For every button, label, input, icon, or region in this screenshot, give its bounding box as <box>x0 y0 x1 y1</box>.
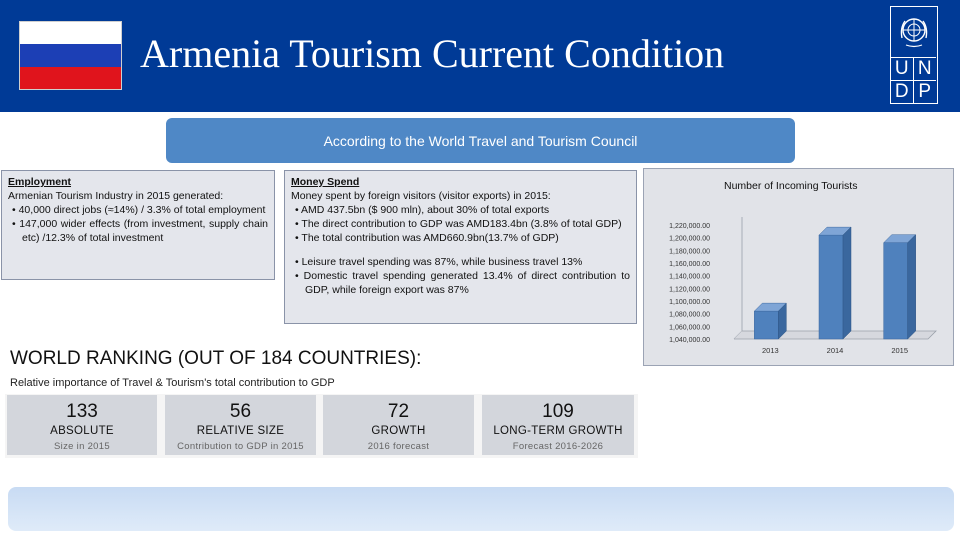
ranking-label: ABSOLUTE <box>50 425 114 437</box>
undp-letter-p: P <box>914 80 937 103</box>
undp-logo <box>890 6 938 104</box>
undp-letter-d: D <box>891 80 914 103</box>
x-tick-label: 2014 <box>826 346 844 355</box>
list-item: • The total contribution was AMD660.9bn(13.7% of GDP) <box>291 231 630 245</box>
list-item: • Domestic travel spending generated 13.4% of direct contribution to GDP, while foreign export was 87% <box>291 269 630 297</box>
x-tick-label: 2015 <box>891 346 909 355</box>
russia-flag-image <box>19 21 122 90</box>
page-title: Armenia Tourism Current Condition <box>140 31 725 76</box>
list-item: • The direct contribution to GDP was AMD183.4bn (3.8% of total GDP) <box>291 217 630 231</box>
money-list-2 <box>291 255 630 297</box>
ranking-label: GROWTH <box>371 425 426 437</box>
y-tick-label: 1,140,000.00 <box>669 273 710 281</box>
ranking-label: RELATIVE SIZE <box>196 425 285 437</box>
ranking-sublabel: Size in 2015 <box>54 441 110 452</box>
world-ranking-subtitle: Relative importance of Travel & Tourism's total contribution to GDP <box>10 377 335 389</box>
money-heading: Money Spend <box>291 176 360 188</box>
un-emblem-icon <box>891 7 936 57</box>
header-bar <box>0 0 960 112</box>
y-tick-label: 1,060,000.00 <box>669 324 710 332</box>
bar-2013 <box>754 311 778 339</box>
ranking-card-absolute <box>7 395 157 455</box>
money-list <box>291 203 630 245</box>
ranking-number: 72 <box>387 401 410 422</box>
ranking-card-relative-size <box>165 395 316 455</box>
ranking-label: LONG-TERM GROWTH <box>493 425 623 437</box>
ranking-sublabel: Contribution to GDP in 2015 <box>177 441 304 452</box>
y-tick-label: 1,040,000.00 <box>669 337 710 344</box>
tourists-bar-chart <box>644 169 955 367</box>
bar-side-2015 <box>908 235 916 339</box>
y-tick-label: 1,080,000.00 <box>669 311 710 319</box>
bar-side-2014 <box>843 227 851 339</box>
ranking-card-long-term-growth <box>482 395 634 455</box>
ranking-number: 133 <box>66 401 98 422</box>
x-tick-label: 2013 <box>761 346 779 355</box>
employment-heading: Employment <box>8 176 72 188</box>
y-tick-label: 1,120,000.00 <box>669 286 710 294</box>
y-tick-label: 1,160,000.00 <box>669 261 710 268</box>
employment-box <box>1 170 275 280</box>
y-tick-label: 1,180,000.00 <box>669 248 710 256</box>
ranking-number: 56 <box>229 401 252 422</box>
employment-intro: Armenian Tourism Industry in 2015 generated: <box>8 190 224 202</box>
ranking-card-growth <box>323 395 474 455</box>
chart-title: Number of Incoming Tourists <box>724 180 858 192</box>
ranking-number: 109 <box>542 401 574 422</box>
undp-letter-u: U <box>891 57 914 80</box>
tourists-chart-panel <box>643 168 954 366</box>
source-banner: According to the World Travel and Tourism Council <box>166 118 795 163</box>
list-item: • AMD 437.5bn ($ 900 mln), about 30% of total exports <box>291 203 630 217</box>
chart-back-wall <box>734 217 742 339</box>
y-tick-label: 1,200,000.00 <box>669 235 710 243</box>
employment-list <box>8 203 268 245</box>
y-tick-label: 1,100,000.00 <box>669 299 710 306</box>
undp-letter-n: N <box>914 57 937 80</box>
footer-bar <box>8 487 954 531</box>
list-item: • 147,000 wider effects (from investment, supply chain etc) /12.3% of total investment <box>8 217 268 245</box>
bar-2014 <box>819 235 843 339</box>
money-intro: Money spent by foreign visitors (visitor exports) in 2015: <box>291 190 551 202</box>
ranking-sublabel: 2016 forecast <box>367 441 430 452</box>
world-ranking-title: WORLD RANKING (OUT OF 184 COUNTRIES): <box>10 348 422 369</box>
list-item: • 40,000 direct jobs (≈14%) / 3.3% of total employment <box>8 203 268 217</box>
bar-2015 <box>884 243 908 339</box>
y-tick-label: 1,220,000.00 <box>669 223 710 230</box>
list-item: • Leisure travel spending was 87%, while business travel 13% <box>291 255 630 269</box>
ranking-sublabel: Forecast 2016-2026 <box>512 441 604 452</box>
money-spend-box <box>284 170 637 324</box>
